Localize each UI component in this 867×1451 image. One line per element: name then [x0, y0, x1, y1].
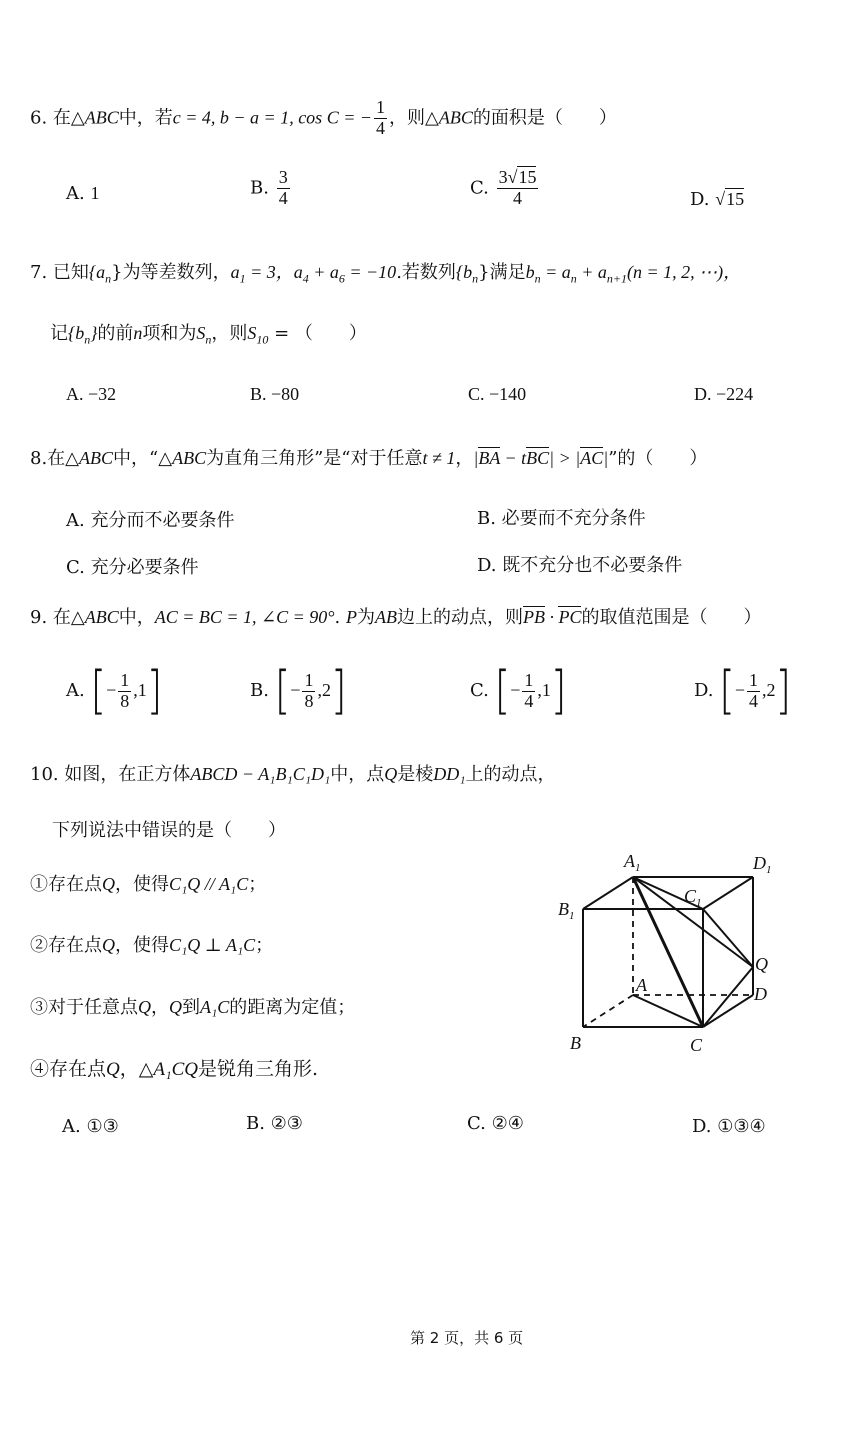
q10-s4-a: ④存在点	[30, 1058, 107, 1080]
q10-text-a: 如图，在正方体	[64, 764, 191, 785]
q9-text-e: 边上的动点，则	[396, 607, 523, 628]
q8-text-c: 为直角三角形”是“对于任意	[206, 448, 423, 469]
q6-option-c[interactable]	[470, 168, 540, 209]
q9-option-d[interactable]: D. [− $\frac{1}{4}$ ,2]	[694, 661, 792, 721]
q9-dot: ·	[544, 607, 559, 627]
q6-opt-c-den: 4	[513, 187, 523, 208]
q7-number: 7.	[30, 262, 48, 283]
q10-s4-b: ，△	[119, 1058, 154, 1080]
q10-s3-a: ③对于任意点	[30, 997, 138, 1018]
q6-option-a[interactable]	[66, 183, 99, 204]
q9-text-f: 的取值范围是（ ）	[581, 607, 762, 628]
label-c1: $C_1$	[684, 886, 702, 909]
q7-a6-sub: 6	[338, 271, 345, 286]
page-footer: 第 2 页，共 6 页	[410, 1329, 524, 1347]
q10-s4-q: Q	[106, 1059, 120, 1080]
q6-opt-a-value: 1	[90, 183, 100, 203]
q7-line2-d: ，则	[211, 323, 248, 344]
q10-s1-b: ，使得	[115, 874, 169, 895]
q10-s2-q: Q	[102, 935, 115, 955]
q9-vec-pb: PB	[522, 607, 545, 627]
q10-q: Q	[384, 764, 398, 784]
q7-sn-sub: n	[205, 332, 212, 347]
q7-seq-b2-sym: {b	[68, 323, 85, 343]
q7-seq-b-sym: {b	[455, 262, 473, 282]
q10-s1-end: ；	[248, 874, 267, 895]
q10-statement-1	[30, 874, 266, 896]
q9-opt-d-lbracket: [	[719, 661, 735, 721]
q6-text-d: 的面积是（ ）	[472, 107, 617, 129]
q10-s1-a: ①存在点	[30, 874, 102, 895]
q9-opt-d-frac	[747, 671, 760, 712]
q6-number: 6.	[30, 107, 48, 129]
segment-c1-q	[703, 909, 753, 967]
q7-seq-a-sym: {a	[88, 262, 106, 282]
q6-frac-den: 4	[376, 117, 385, 138]
q8-vec-ba: BA	[478, 448, 500, 468]
q7-s10-sym: S	[247, 323, 257, 343]
q10-s2-b: ，使得	[115, 935, 169, 956]
q9-opt-d-end: 2	[766, 680, 776, 700]
edge-d1-c1	[703, 877, 753, 909]
segment-c-q	[703, 967, 753, 1027]
q8-option-a[interactable]: A. 充分而不必要条件	[66, 510, 235, 531]
q7-seq-a	[88, 262, 112, 286]
q6-opt-b-frac	[277, 168, 290, 209]
q9-opt-a-den: 8	[120, 690, 130, 711]
q8-gt: >	[554, 448, 576, 468]
q8-number: 8.	[30, 448, 48, 469]
q7-range: (n = 1, 2, ⋯)，	[627, 262, 742, 282]
q7-eq: = a	[540, 262, 571, 282]
q9-option-a[interactable]: A. [− $\frac{1}{8}$ ,1]	[66, 661, 163, 721]
q7-sum	[293, 262, 397, 286]
q10-s3-b: ，	[151, 997, 169, 1018]
q6-opt-c-coef: 3	[498, 167, 508, 187]
q7-an1-sub: n+1	[606, 271, 627, 286]
q10-option-c[interactable]: C. ②④	[467, 1113, 524, 1134]
q9-opt-c-frac	[522, 671, 535, 712]
q7-bn-sub: n	[534, 271, 541, 286]
q9-opt-d-den: 4	[749, 690, 759, 711]
q7-bn-def	[525, 262, 742, 286]
q9-opt-a-label: A.	[66, 680, 85, 701]
q8-triangle: ABC	[79, 448, 114, 468]
q9-cond: AC = BC = 1, ∠C = 90°	[154, 607, 335, 627]
q10-dd1: DD₁	[433, 764, 466, 784]
q10-text-b: 中，点	[330, 764, 385, 785]
label-d1: $D_1$	[753, 853, 772, 876]
q6-opt-d-label: D.	[690, 189, 710, 210]
q9-stem	[30, 607, 761, 629]
q7-sn-sym: S	[196, 323, 206, 343]
q9-opt-c-end: 1	[541, 680, 551, 700]
q7-plus2: + a	[576, 262, 607, 282]
q10-s2-rel: C₁Q ⊥ A₁C	[169, 935, 256, 955]
q8-triangle-2: ABC	[172, 448, 207, 468]
q6-fraction	[374, 98, 387, 139]
q10-s3-q2: Q	[169, 997, 182, 1017]
q8-stem	[30, 448, 707, 470]
q9-opt-c-den: 4	[524, 690, 534, 711]
q6-opt-c-frac	[497, 168, 539, 209]
q9-option-c[interactable]: C. [− $\frac{1}{4}$ ,1]	[470, 661, 567, 721]
q6-option-b[interactable]	[250, 168, 292, 209]
label-a: A	[636, 975, 647, 995]
q9-opt-b-label: B.	[250, 680, 269, 701]
label-b1: $B_1$	[558, 899, 575, 922]
q8-minus-t: − t	[500, 448, 527, 468]
q7-a1	[230, 262, 294, 286]
q10-statement-2	[30, 935, 273, 957]
q7-seq-b-sub: n	[472, 271, 479, 286]
q9-ab: AB	[374, 607, 397, 627]
q6-text-b: 中，若	[118, 107, 173, 129]
q7-line2-c: 项和为	[142, 323, 197, 344]
q9-opt-b-num: 1	[304, 669, 314, 690]
q7-a1-sub: 1	[239, 271, 246, 286]
q10-s4-tri: A₁CQ	[153, 1059, 198, 1080]
q10-option-b[interactable]: B. ②③	[246, 1113, 303, 1134]
q10-line1	[30, 764, 555, 786]
label-b: B	[570, 1033, 581, 1053]
q6-opt-b-num: 3	[278, 167, 288, 187]
q7-option-b[interactable]: B. −80	[250, 384, 300, 404]
cube-figure	[550, 845, 790, 1060]
q9-opt-a-num: 1	[120, 669, 130, 690]
q8-text-a: 在△	[47, 448, 80, 469]
q9-text-b: 中，	[118, 607, 155, 628]
q7-a1-sym: a	[230, 262, 240, 282]
q6-condition: c = 4, b − a = 1, cos C = −	[172, 107, 372, 128]
q7-sum-val: = −10	[344, 262, 397, 282]
q8-vec-ac: AC	[580, 448, 604, 468]
q9-opt-a-lbracket: [	[90, 661, 107, 721]
q9-opt-b-rbracket: ]	[330, 661, 347, 721]
q10-s1-rel: C₁Q // A₁C	[169, 874, 249, 894]
q9-opt-c-lbracket: [	[494, 661, 511, 721]
q7-text-b: }为等差数列，	[111, 262, 231, 283]
q9-opt-c-rbracket: ]	[550, 661, 567, 721]
q8-option-d[interactable]: D. 既不充分也不必要条件	[477, 555, 683, 576]
label-d: D	[754, 984, 767, 1004]
q7-line2-e: = （ ）	[268, 323, 367, 344]
q9-opt-d-rbracket: ]	[775, 661, 792, 721]
q6-option-d[interactable]: D. √15	[690, 189, 745, 210]
q10-option-d[interactable]: D. ①③④	[692, 1116, 766, 1137]
edge-a1-b1	[583, 877, 633, 909]
q7-bn-sym: b	[525, 262, 535, 282]
q10-line2: 下列说法中错误的是（ ）	[52, 820, 286, 841]
q7-seq-b2-sub: n	[84, 332, 91, 347]
q7-seq-b	[455, 262, 479, 286]
q7-option-d[interactable]: D. −224	[694, 384, 754, 404]
q10-statement-3	[30, 997, 355, 1019]
q7-s10	[247, 323, 269, 347]
q9-opt-a-end: 1	[137, 680, 147, 700]
q9-opt-d-label: D.	[694, 680, 714, 701]
q10-s2-a: ②存在点	[30, 935, 102, 956]
q7-n: n	[133, 323, 143, 343]
q9-opt-b-den: 8	[304, 690, 314, 711]
q9-opt-c-label: C.	[470, 680, 489, 701]
q6-frac-num: 1	[376, 97, 385, 117]
q9-text-c: .	[334, 607, 346, 628]
q8-vec-bc: BC	[526, 448, 550, 468]
q10-s3-q: Q	[138, 997, 151, 1017]
q9-opt-d-num: 1	[749, 669, 759, 690]
q8-option-b[interactable]: B. 必要而不充分条件	[477, 508, 646, 529]
q10-s3-c: 到	[182, 997, 200, 1018]
q10-number: 10.	[30, 764, 59, 785]
q7-a1-val: = 3，	[245, 262, 294, 282]
q8-text-b: 中，“△	[113, 448, 173, 469]
edge-d-c	[703, 995, 753, 1027]
q9-opt-a-rbracket: ]	[146, 661, 163, 721]
q7-s10-sub: 10	[256, 332, 269, 347]
q10-s3-line: A₁C	[200, 997, 230, 1017]
q9-number: 9.	[30, 607, 48, 628]
q10-text-c: 是棱	[397, 764, 434, 785]
q7-line2-b: 的前	[97, 323, 134, 344]
q9-opt-b-end: 2	[321, 680, 331, 700]
q8-inequality: |BA − tBC| > |AC|	[473, 448, 609, 468]
q7-line2-a: 记	[50, 323, 68, 344]
q6-opt-b-label: B.	[250, 177, 269, 199]
q6-triangle: ABC	[84, 107, 119, 128]
q7-text-c: .若数列	[396, 262, 456, 283]
q8-t-cond: t ≠ 1	[422, 448, 456, 468]
q10-s3-d: 的距离为定值；	[229, 997, 356, 1018]
q10-cube: ABCD − A₁B₁C₁D₁	[190, 764, 331, 784]
q10-statement-4	[30, 1058, 318, 1082]
q7-sn	[196, 323, 212, 347]
q10-s4-c: 是锐角三角形.	[197, 1058, 319, 1080]
q7-a4-sub: 4	[302, 271, 309, 286]
q6-text-a: 在△	[52, 107, 85, 129]
q6-stem	[30, 98, 617, 139]
label-q: Q	[755, 954, 768, 974]
q6-opt-c-num: 3√15	[498, 167, 537, 187]
hidden-edge-a-b	[583, 995, 633, 1027]
label-a1: $A_1$	[624, 851, 641, 874]
q7-seq-a-sub: n	[105, 271, 112, 286]
q10-option-a[interactable]: A. ①③	[62, 1116, 119, 1137]
q9-p: P	[345, 607, 357, 627]
q9-opt-a-frac	[118, 671, 131, 712]
q6-triangle-2: ABC	[438, 107, 473, 128]
q9-opt-c-num: 1	[524, 669, 534, 690]
q7-an-sub: n	[570, 271, 577, 286]
q6-opt-a-label: A.	[66, 183, 85, 204]
q9-option-b[interactable]: B. [− $\frac{1}{8}$ ,2]	[250, 661, 347, 721]
q7-line1	[30, 262, 741, 286]
q10-text-d: 上的动点，	[465, 764, 556, 785]
q7-seq-b-2: $\{b_n\}$	[68, 323, 98, 347]
q7-text-d: }满足	[478, 262, 526, 283]
q9-text-d: 为	[356, 607, 375, 628]
q8-option-c[interactable]: C. 充分必要条件	[66, 557, 199, 578]
q6-opt-c-label: C.	[470, 177, 489, 199]
q9-opt-b-lbracket: [	[274, 661, 291, 721]
q7-line2	[50, 323, 367, 347]
q8-text-e: ”的（ ）	[608, 448, 708, 469]
q7-option-a[interactable]: A. −32	[66, 384, 117, 404]
q8-text-d: ，	[455, 448, 474, 469]
q9-triangle: ABC	[84, 607, 119, 627]
q7-text-a: 已知	[52, 262, 89, 283]
label-c: C	[690, 1035, 703, 1055]
q6-opt-b-den: 4	[278, 187, 288, 208]
q9-vec-pc: PC	[558, 607, 582, 627]
q6-text-c: ，则△	[389, 107, 439, 129]
q6-opt-d-radicand: 15	[726, 189, 745, 209]
q9-text-a: 在△	[52, 607, 85, 628]
q10-s1-q: Q	[102, 874, 115, 894]
q7-option-c[interactable]: C. −140	[468, 384, 527, 404]
q9-opt-b-frac	[302, 671, 315, 712]
q6-opt-c-radicand: 15	[518, 167, 537, 187]
q7-plus: + a	[308, 262, 339, 282]
segment-a-c	[633, 995, 703, 1027]
q10-s2-end: ；	[255, 935, 274, 956]
q7-a4-sym: a	[293, 262, 303, 282]
